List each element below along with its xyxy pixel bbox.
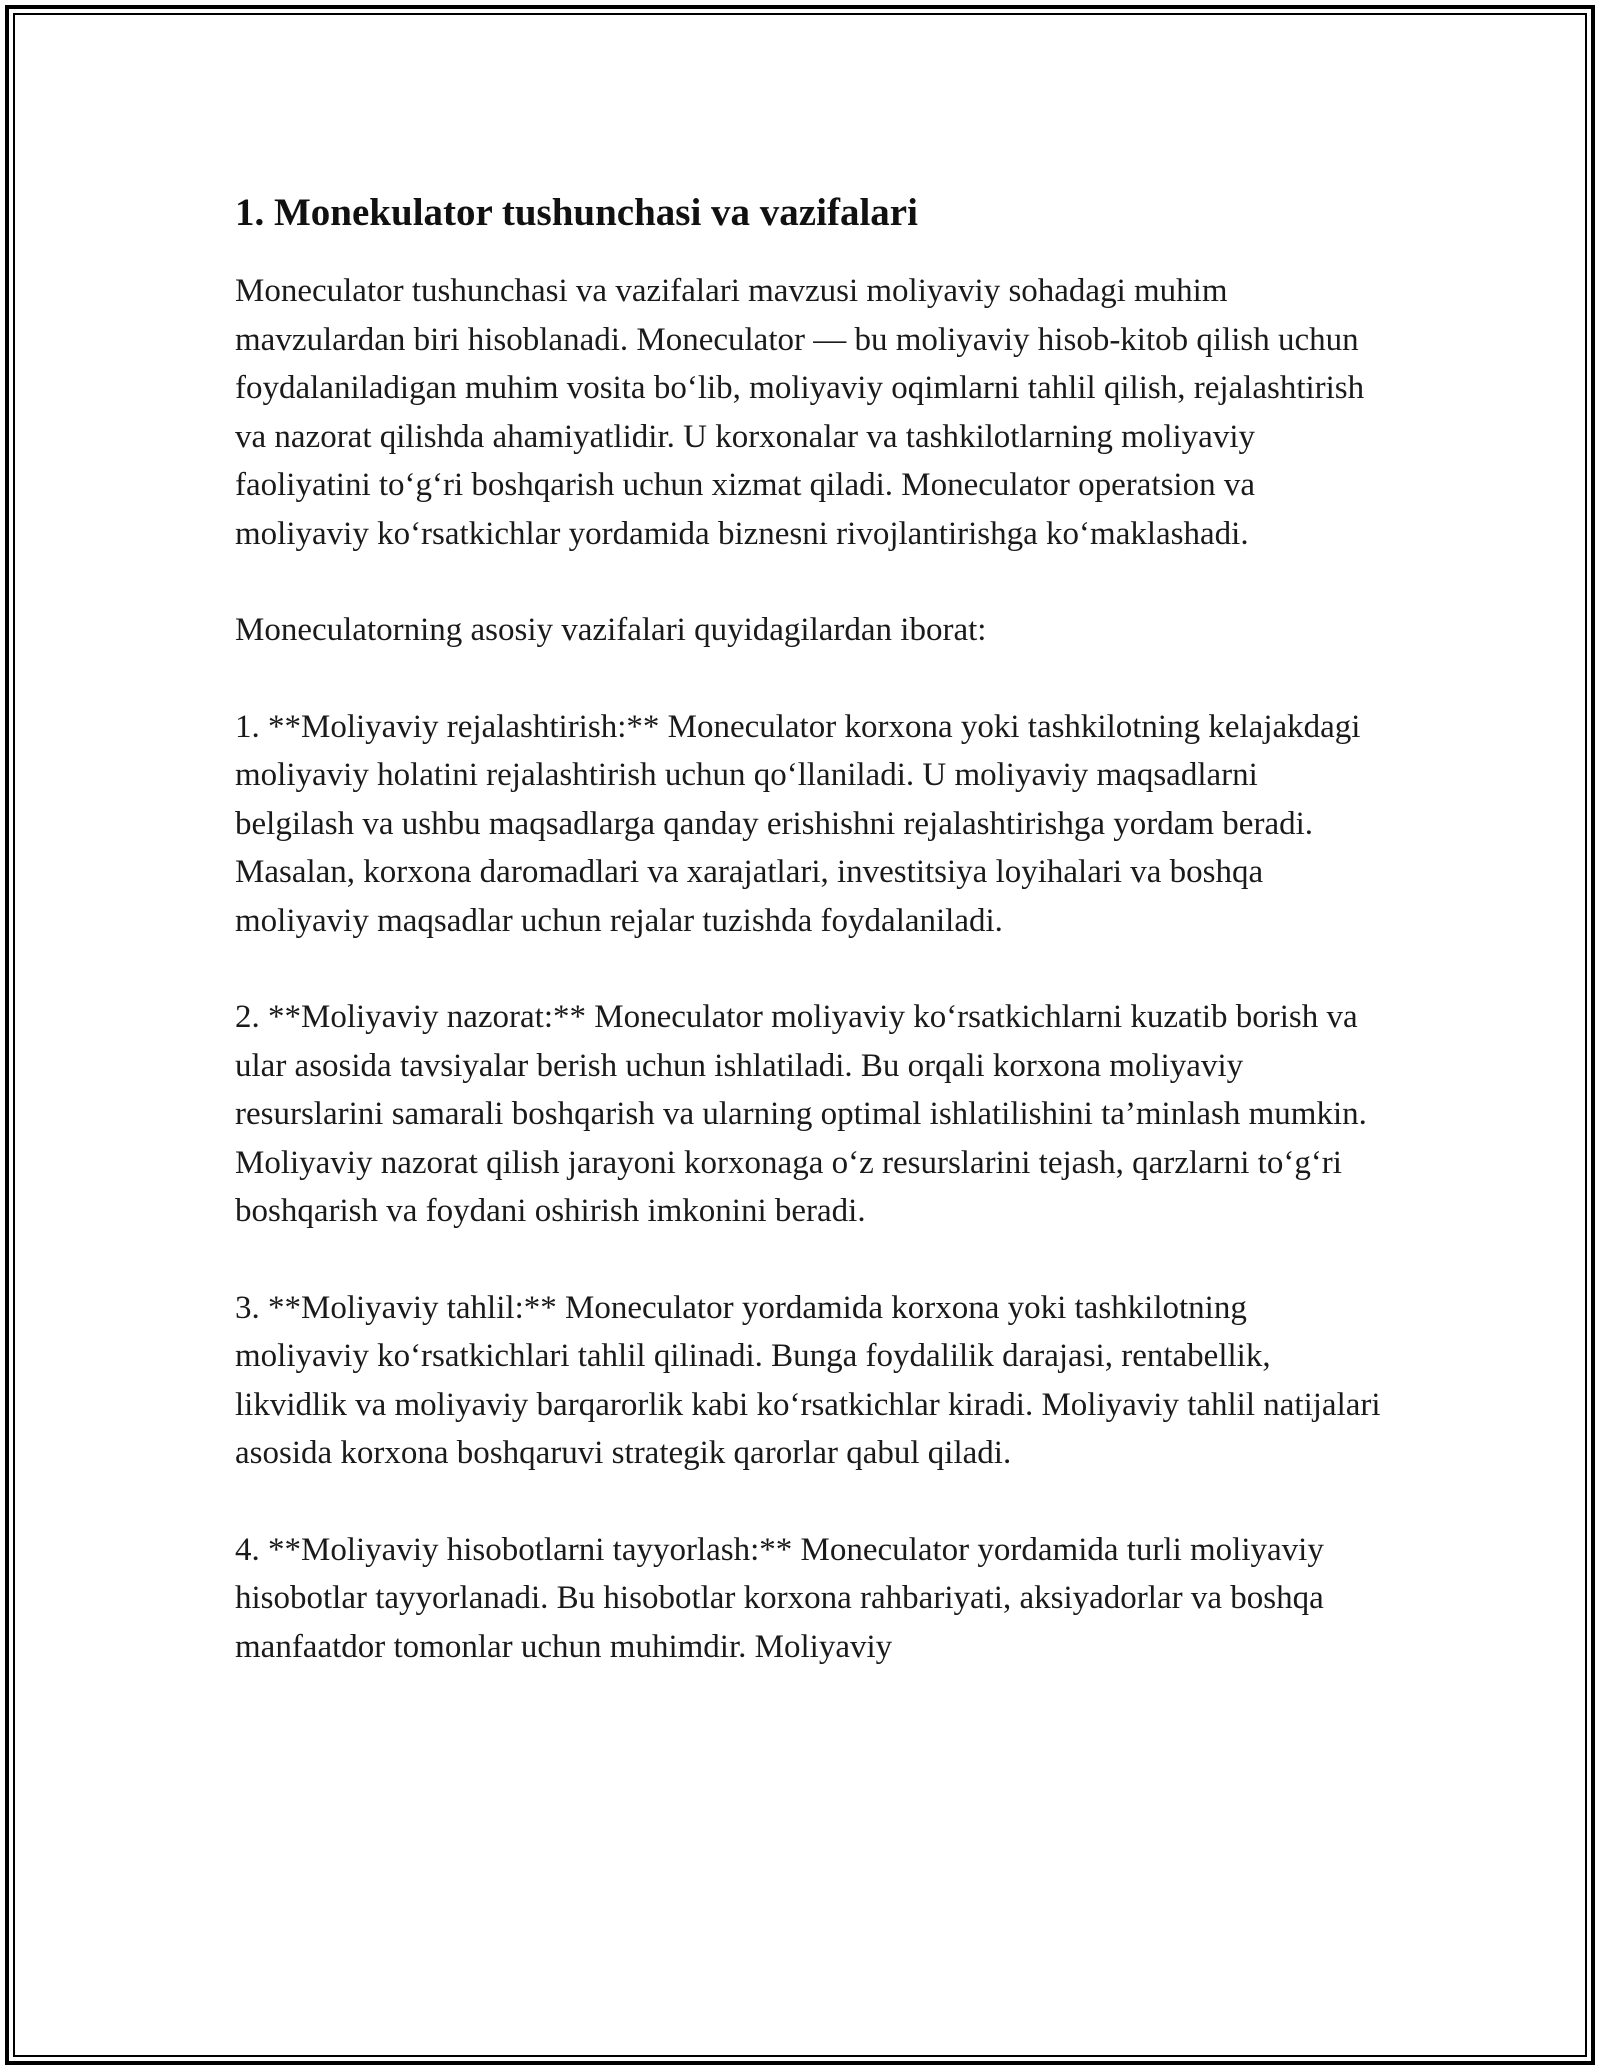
section-heading: 1. Monekulator tushunchasi va vazifalari [235,191,918,234]
tasks-intro-paragraph: Moneculatorning asosiy vazifalari quyidagilardan iborat: [235,612,987,648]
intro-paragraph: Moneculator tushunchasi va vazifalari mavzusi moliyaviy sohadagi muhim mavzulardan biri hisoblanadi. Moneculator — bu moliyaviy hisob-kitob qilish uchun foydalaniladigan muhim vosita bo‘lib, moliyaviy oqimlarni tahlil qilish, rejalashtirish va nazorat qilishda ahamiyatlidir. U korxonalar va tashkilotlarning moliyaviy faoliyatini to‘g‘ri boshqarish uchun xizmat qiladi. Moneculator operatsion va moliyaviy ko‘rsatkichlar yordamida biznesni rivojlantirishga ko‘maklashadi. [235,273,1365,552]
document-body [235,186,1385,1719]
list-item-control: 2. **Moliyaviy nazorat:** Moneculator moliyaviy ko‘rsatkichlarni kuzatib borish va ular asosida tavsiyalar berish uchun ishlatiladi. Bu orqali korxona moliyaviy resurslarini samarali boshqarish va ularning optimal ishlatilishini ta’minlash mumkin. Moliyaviy nazorat qilish jarayoni korxonaga o‘z resurslarini tejash, qarzlarni to‘g‘ri boshqarish va foydani oshirish imkonini beradi. [235,999,1367,1229]
list-item-analysis: 3. **Moliyaviy tahlil:** Moneculator yordamida korxona yoki tashkilotning moliyaviy ko‘rsatkichlari tahlil qilinadi. Bunga foydalilik darajasi, rentabellik, likvidlik va moliyaviy barqarorlik kabi ko‘rsatkichlar kiradi. Moliyaviy tahlil natijalari asosida korxona boshqaruvi strategik qarorlar qabul qiladi. [235,1289,1381,1471]
list-item-planning: 1. **Moliyaviy rejalashtirish:** Moneculator korxona yoki tashkilotning kelajakdagi moliyaviy holatini rejalashtirish uchun qo‘llaniladi. U moliyaviy maqsadlarni belgilash va ushbu maqsadlarga qanday erishishni rejalashtirishga yordam beradi. Masalan, korxona daromadlari va xarajatlari, investitsiya loyihalari va boshqa moliyaviy maqsadlar uchun rejalar tuzishda foydalaniladi. [235,708,1361,939]
list-item-reporting: 4. **Moliyaviy hisobotlarni tayyorlash:** Moneculator yordamida turli moliyaviy hisobotlar tayyorlanadi. Bu hisobotlar korxona rahbariyati, aksiyadorlar va boshqa manfaatdor tomonlar uchun muhimdir. Moliyaviy [235,1531,1324,1665]
